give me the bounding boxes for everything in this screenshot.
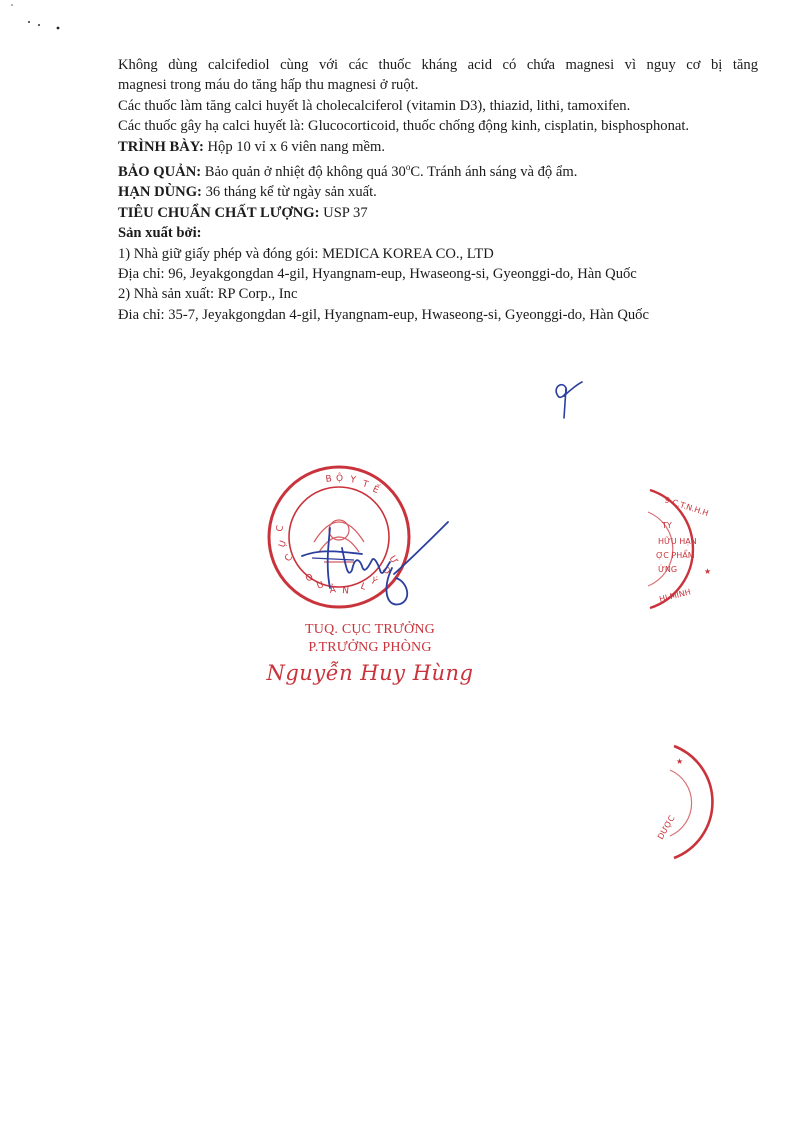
presentation-label: TRÌNH BÀY:: [118, 138, 204, 155]
svg-text:N: N: [341, 586, 350, 597]
degree-mark: o: [405, 162, 411, 173]
scan-specks: [0, 0, 80, 40]
signatory-title: TUQ. CỤC TRƯỞNG: [305, 622, 435, 637]
svg-text:Ý: Ý: [368, 576, 379, 588]
svg-text:L: L: [358, 581, 368, 593]
svg-text:★: ★: [676, 757, 684, 766]
handwritten-initial: [548, 374, 588, 424]
company-seal-stamp-bottom: [640, 740, 720, 865]
svg-text:U: U: [315, 580, 326, 592]
signatory-block: [250, 621, 490, 687]
expiry-label: HẠN DÙNG:: [118, 184, 202, 201]
svg-text:B: B: [325, 474, 333, 485]
hypocalcemia-drugs: Các thuốc gây hạ calci huyết là: Glucocorticoid, thuốc chống động kinh, cisplatin, bisphosphonat.: [118, 118, 690, 135]
svg-text:Ả: Ả: [329, 585, 337, 596]
interaction-paragraph-line1: Không dùng calcifediol cùng với các thuốc kháng acid có chứa magnesi vì nguy cơ bị tăng: [118, 57, 758, 73]
licensee-address: Địa chỉ: 96, Jeyakgongdan 4-gil, Hyangnam-eup, Hwaseong-si, Gyeonggi-do, Hàn Quốc: [118, 265, 637, 282]
storage-value-end: C. Tránh ánh sáng và độ ẩm.: [410, 163, 578, 180]
svg-text:C: C: [283, 552, 296, 564]
svg-text:T: T: [361, 479, 370, 491]
svg-text:HỮU HẠN: HỮU HẠN: [658, 537, 697, 546]
svg-text:Q: Q: [303, 572, 316, 585]
svg-text:Ế: Ế: [370, 484, 381, 497]
presentation-value: Hộp 10 vỉ x 6 viên nang mềm.: [203, 138, 386, 155]
storage-value: Bảo quản ở nhiệt độ không quá 30: [201, 163, 406, 180]
svg-text:DƯỢC: DƯỢC: [655, 814, 677, 841]
company-seal-stamp-top: [620, 484, 720, 614]
licensee-line: 1) Nhà giữ giấy phép và đóng gói: MEDICA KOREA CO., LTD: [118, 245, 494, 262]
manufactured-by-heading: Sản xuất bởi:: [118, 225, 202, 242]
svg-text:Ộ: Ộ: [336, 474, 344, 484]
quality-standard-line: [118, 203, 758, 223]
storage-label: BẢO QUẢN:: [118, 163, 202, 180]
svg-text:D: D: [379, 565, 392, 578]
svg-text:Ụ: Ụ: [277, 539, 290, 550]
svg-text:Y: Y: [349, 475, 357, 486]
storage-line: [118, 157, 758, 182]
svg-text:Ư: Ư: [386, 554, 400, 567]
manufacturer-address: Đia chỉ: 35-7, Jeyakgongdan 4-gil, Hyangnam-eup, Hwaseong-si, Gyeonggi-do, Hàn Quốc: [118, 306, 649, 323]
expiry-value: 36 tháng kể từ ngày sản xuất.: [201, 184, 377, 201]
quality-standard-label: TIÊU CHUẨN CHẤT LƯỢNG:: [118, 204, 320, 221]
hypercalcemia-drugs: Các thuốc làm tăng calci huyết là cholecalciferol (vitamin D3), thiazid, lithi, tamoxifen.: [118, 97, 631, 114]
presentation-line: [118, 137, 758, 157]
quality-standard-value: USP 37: [319, 204, 368, 221]
manufacturer-line: 2) Nhà sản xuất: RP Corp., Inc: [118, 286, 298, 303]
svg-text:★: ★: [704, 567, 712, 576]
svg-text:ỢC PHẨM: ỢC PHẨM: [656, 551, 695, 560]
svg-text:HI MINH: HI MINH: [658, 587, 692, 604]
svg-text:9-C.T.N.H.H: 9-C.T.N.H.H: [663, 495, 710, 518]
document-body: [118, 55, 758, 325]
signatory-name: Nguyễn Huy Hùng: [266, 661, 474, 685]
signatory-position: P.TRƯỞNG PHÒNG: [308, 640, 432, 655]
svg-text:ỨNG: ỨNG: [658, 565, 678, 574]
interaction-paragraph-line2: magnesi trong máu do tăng hấp thu magnesi ở ruột.: [118, 77, 419, 94]
svg-text:C: C: [275, 524, 287, 533]
svg-text:TY: TY: [662, 521, 672, 530]
signature-scribble: [282, 508, 452, 618]
expiry-line: [118, 182, 758, 202]
